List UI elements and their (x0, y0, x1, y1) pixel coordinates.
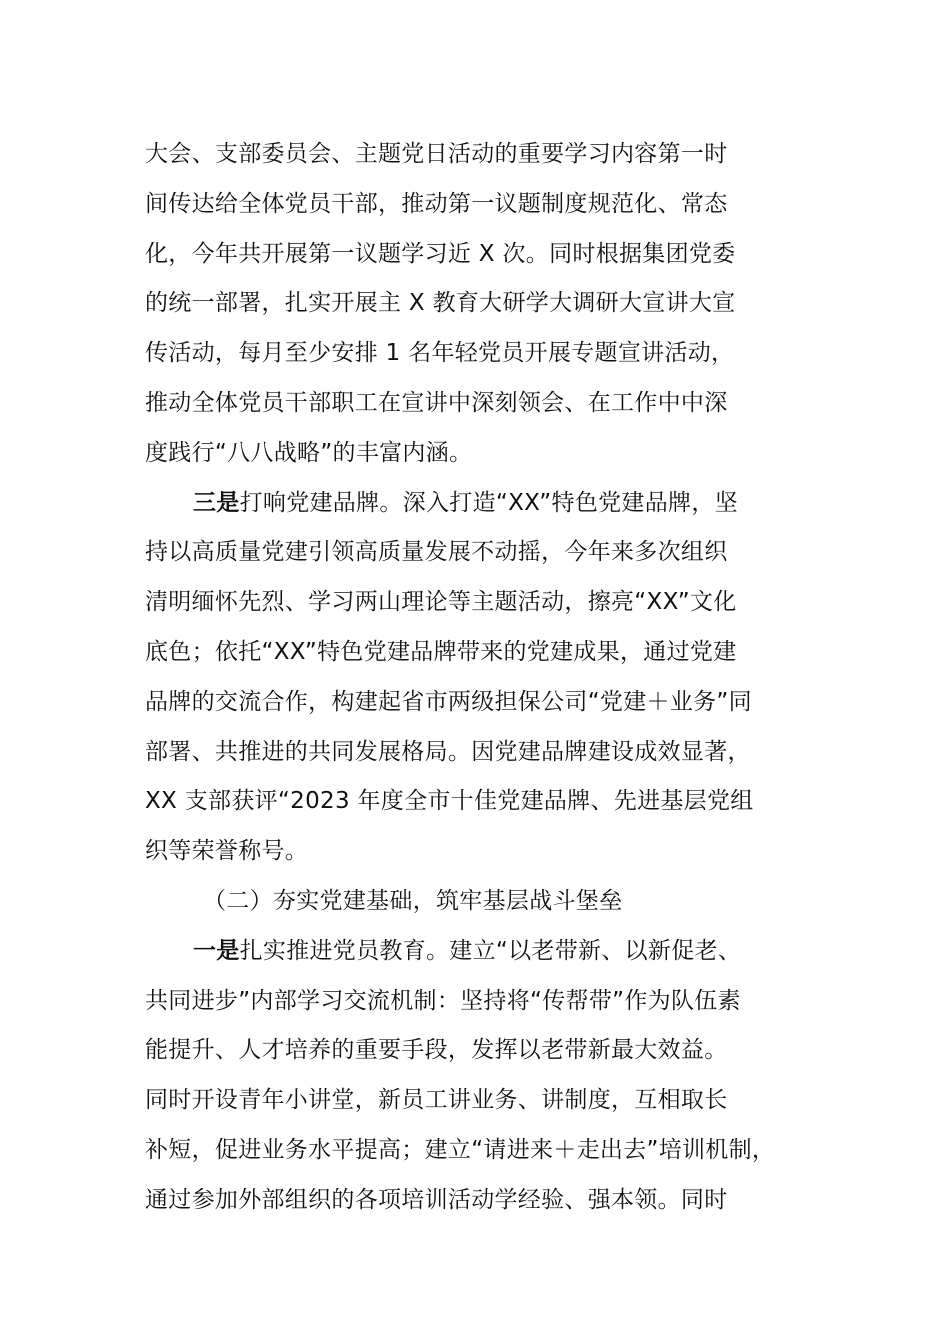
text-line: XX 支部获评“2023 年度全市十佳党建品牌、先进基层党组 (145, 788, 754, 815)
paragraph-lead: 一是 (193, 937, 240, 964)
text-line: 织等荣誉称号。 (145, 838, 309, 865)
text-line: 大会、支部委员会、主题党日活动的重要学习内容第一时 (145, 141, 728, 167)
paragraph-first-line (145, 927, 845, 977)
paragraph-lead: 三是 (193, 489, 240, 516)
section-heading: （二）夯实党建基础，筑牢基层战斗堡垒 (203, 887, 623, 914)
text-line: 同时开设青年小讲堂，新员工讲业务、讲制度，互相取长 (145, 1087, 728, 1114)
text-line: 部署、共推进的共同发展格局。因党建品牌建设成效显著， (145, 738, 751, 765)
text-line: 传活动，每月至少安排 1 名年轻党员开展专题宣讲活动， (145, 340, 735, 367)
text-line: 的统一部署，扎实开展主 X 教育大研学大调研大宣讲大宣 (145, 290, 736, 317)
text-line: 间传达给全体党员干部，推动第一议题制度规范化、常态 (145, 190, 728, 217)
text-line: 化，今年共开展第一议题学习近 X 次。同时根据集团党委 (145, 240, 736, 267)
text-line: 品牌的交流合作，构建起省市两级担保公司“党建＋业务”同 (145, 688, 752, 715)
text-line: 推动全体党员干部职工在宣讲中深刻领会、在工作中中深 (145, 389, 728, 416)
text-line: 通过参加外部组织的各项培训活动学经验、强本领。同时 (145, 1186, 728, 1213)
text-line: 底色；依托“XX”特色党建品牌带来的党建成果，通过党建 (145, 638, 737, 665)
text-line: 度践行“八八战略”的丰富内涵。 (145, 439, 473, 466)
text-line: 清明缅怀先烈、学习两山理论等主题活动，擦亮“XX”文化 (145, 589, 737, 616)
paragraph-text: 扎实推进党员教育。建立“以老带新、以新促老、 (239, 937, 742, 964)
paragraph-text: 打响党建品牌。深入打造“XX”特色党建品牌，坚 (239, 489, 738, 516)
paragraph-first-line (145, 479, 845, 529)
text-line: 能提升、人才培养的重要手段，发挥以老带新最大效益。 (145, 1037, 728, 1064)
text-line: 共同进步”内部学习交流机制：坚持将“传帮带”作为队伍素 (145, 987, 741, 1014)
document-body (145, 130, 845, 1226)
text-line: 补短，促进业务水平提高；建立“请进来＋走出去”培训机制， (145, 1136, 776, 1163)
text-line: 持以高质量党建引领高质量发展不动摇，今年来多次组织 (145, 539, 728, 566)
